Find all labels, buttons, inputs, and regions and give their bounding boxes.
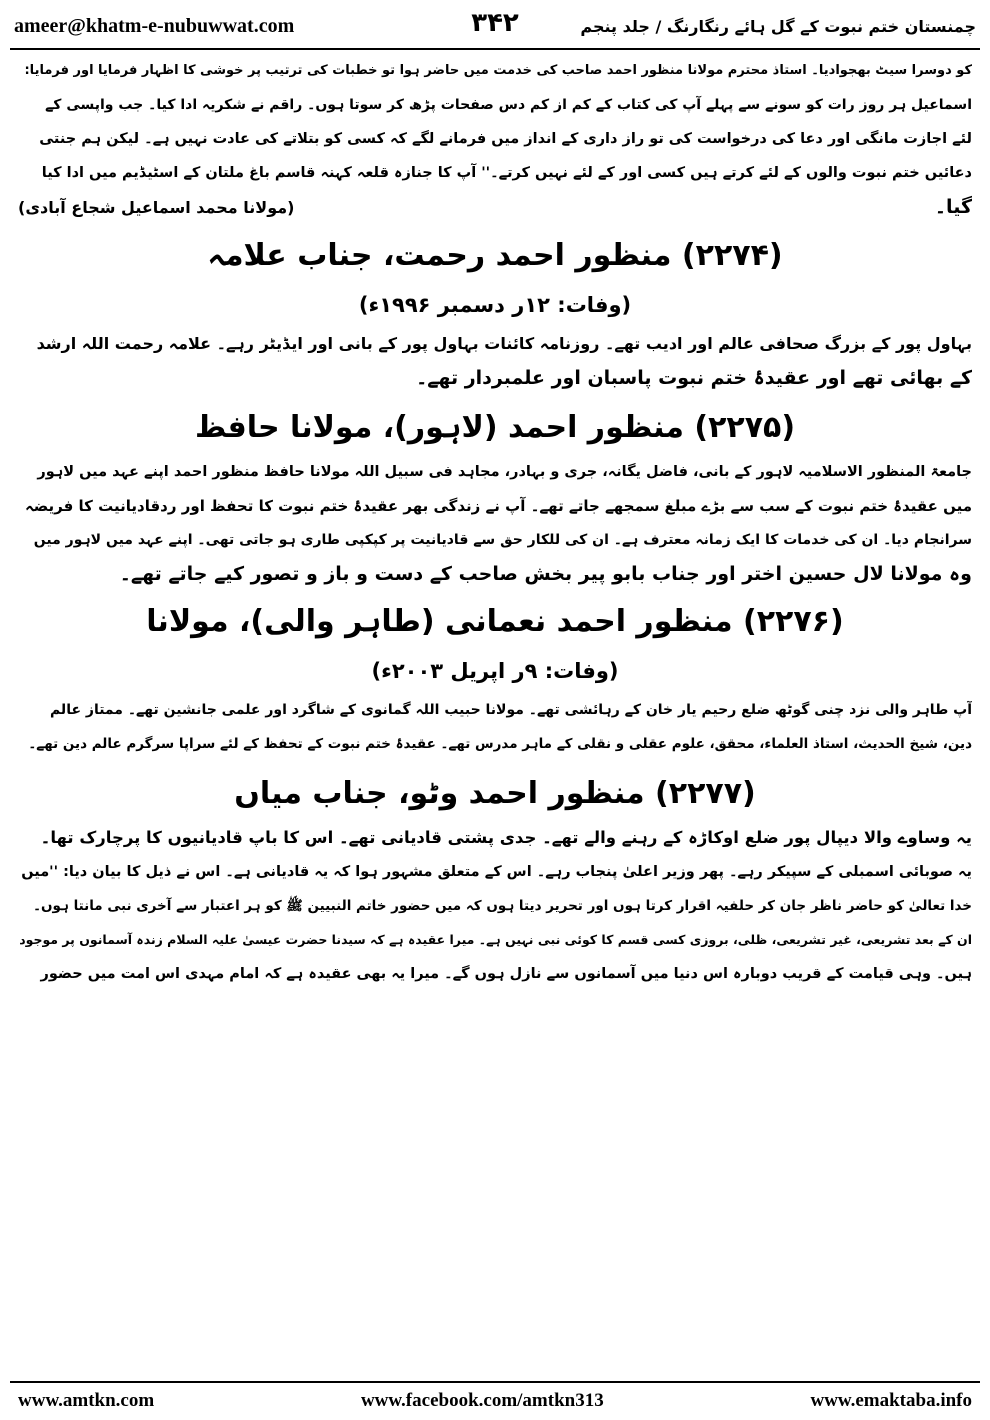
entry-2274 <box>18 229 972 395</box>
footer-link-emaktaba[interactable]: www.emaktaba.info <box>810 1390 972 1411</box>
text-line: یہ صوبائی اسمبلی کے سپیکر رہے۔ پھر وزیر اعلیٰ پنجاب رہے۔ اس کے متعلق مشہور ہوا کہ یہ قادیانی ہے۔ اس نے ذیل کا بیان دیا: ''میں <box>21 864 972 880</box>
text-line: اسماعیل ہر روز رات کو سونے سے پہلے آپ کی کتاب کے کم از کم دس صفحات پڑھ کر سوتا ہوں۔ راقم نے شکریہ ادا کیا۔ جب واپسی کے <box>45 97 972 113</box>
entry-heading: (۲۲۷۷) منظور احمد وٹو، جناب میاں <box>234 776 756 811</box>
header-email[interactable]: ameer@khatm-e-nubuwwat.com <box>14 14 295 37</box>
intro-paragraph <box>18 54 972 225</box>
header-rule <box>10 48 980 50</box>
text-line: وہ مولانا لال حسین اختر اور جناب بابو پیر بخش صاحب کے دست و باز و تصور کیے جاتے تھے۔ <box>119 563 972 585</box>
text-line: لئے اجازت مانگی اور دعا کی درخواست کی تو راز داری کے انداز میں فرمانے لگے کہ کسی کو بتلاتے کی عادت نہیں ہے۔ لیکن ہم جنتی <box>39 131 972 147</box>
text-line: گیا۔ <box>934 196 972 218</box>
footer-link-amtkn[interactable]: www.amtkn.com <box>18 1390 155 1411</box>
page-footer <box>18 1386 972 1416</box>
book-title: چمنستان ختم نبوت کے گل ہائے رنگارنگ / جلد پنجم <box>580 16 976 36</box>
page-number: ۳۴۲ <box>471 8 519 38</box>
text-line: خدا تعالیٰ کو حاضر ناظر جان کر حلفیہ اقرار کرتا ہوں اور تحریر دیتا ہوں کہ میں حضور خاتم النبیین ﷺ کو ہر اعتبار سے آخری نبی مانتا ہوں۔ <box>33 898 972 914</box>
entry-heading: (۲۲۷۵) منظور احمد (لاہور)، مولانا حافظ <box>194 410 796 445</box>
text-line: آپ طاہر والی نزد چنی گوٹھ ضلع رحیم یار خان کے رہائشی تھے۔ مولانا حبیب اللہ گمانوی کے شاگرد اور علمی جانشین تھے۔ ممتاز عالم <box>49 702 972 718</box>
text-line: دین، شیخ الحدیث، استاذ العلماء، محقق، علوم عقلی و نقلی کے ماہر مدرس تھے۔ عقیدۂ ختم نبوت کے تحفظ کے لئے سراپا سرگرم عالم دین تھے۔ <box>28 736 972 752</box>
text-line: کو دوسرا سیٹ بھجوادیا۔ استاذ محترم مولانا منظور احمد صاحب کی خدمت میں حاضر ہوا تو خطبات کی ترتیب پر خوشی کا اظہار فرمایا اور فرمایا: <box>24 63 972 78</box>
text-line: میں عقیدۂ ختم نبوت کے سب سے بڑے مبلغ سمجھے جاتے تھے۔ آپ نے زندگی بھر عقیدۂ ختم نبوت کا تحفظ اور ردقادیانیت کا فریضہ <box>24 497 972 515</box>
page-header <box>14 6 976 46</box>
footer-rule <box>10 1381 980 1383</box>
intro-last-line <box>18 190 972 225</box>
text-line: ہیں۔ وہی قیامت کے قریب دوبارہ اس دنیا میں آسمانوں سے نازل ہوں گے۔ میرا یہ بھی عقیدہ ہے کہ امام مہدی اس امت میں حضور <box>40 966 972 982</box>
text-line: سرانجام دیا۔ ان کی خدمات کا ایک زمانہ معترف ہے۔ ان کی للکار حق سے قادیانیت پر کپکپی طاری ہو جاتی تھی۔ اپنے عہد میں لاہور میں <box>33 532 972 548</box>
text-line: ان کے بعد تشریعی، غیر تشریعی، ظلی، بروزی کسی قسم کا کوئی نبی نہیں ہے۔ میرا عقیدہ ہے کہ سیدنا حضرت عیسیٰ علیہ السلام زندہ آسمانوں پر موجود <box>19 932 972 947</box>
text-line: جامعۃ المنظور الاسلامیہ لاہور کے بانی، فاضل یگانہ، جری و بہادر، مجاہد فی سبیل اللہ مولانا حافظ منظور احمد اپنے عہد میں لاہور <box>37 464 972 480</box>
death-date: (وفات: ۱۲ر دسمبر ۱۹۹۶ء) <box>358 293 632 317</box>
entry-heading: (۲۲۷۶) منظور احمد نعمانی (طاہر والی)، مولانا <box>146 604 844 639</box>
entry-heading: (۲۲۷۴) منظور احمد رحمت، جناب علامہ <box>207 238 783 273</box>
attribution: (مولانا محمد اسماعیل شجاع آبادی) <box>18 198 295 217</box>
text-line: بہاول پور کے بزرگ صحافی عالم اور ادیب تھے۔ روزنامہ کائنات بہاول پور کے بانی اور ایڈیٹر رہے۔ علامہ رحمت اللہ ارشد <box>36 334 972 353</box>
footer-link-facebook[interactable]: www.facebook.com/amtkn313 <box>360 1390 604 1411</box>
text-line: کے بھائی تھے اور عقیدۂ ختم نبوت پاسبان اور علمبردار تھے۔ <box>416 367 972 389</box>
text-line: یہ وساوے والا دیپال پور ضلع اوکاڑہ کے رہنے والے تھے۔ جدی پشتی قادیانی تھے۔ اس کا باپ قادیانیوں کا پرچارک تھا۔ <box>40 828 972 847</box>
page-content <box>18 54 972 1376</box>
entry-2277 <box>18 767 972 991</box>
death-date: (وفات: ۹ر اپریل ۲۰۰۳ء) <box>371 659 619 683</box>
text-line: دعائیں ختم نبوت والوں کے لئے کرتے ہیں کسی اور کے لئے نہیں کرتے۔'' آپ کا جنازہ قلعہ کہنہ قاسم باغ ملتان کے اسٹیڈیم میں ادا کیا <box>41 165 972 181</box>
entry-2276 <box>18 595 972 761</box>
entry-2275 <box>18 401 972 591</box>
